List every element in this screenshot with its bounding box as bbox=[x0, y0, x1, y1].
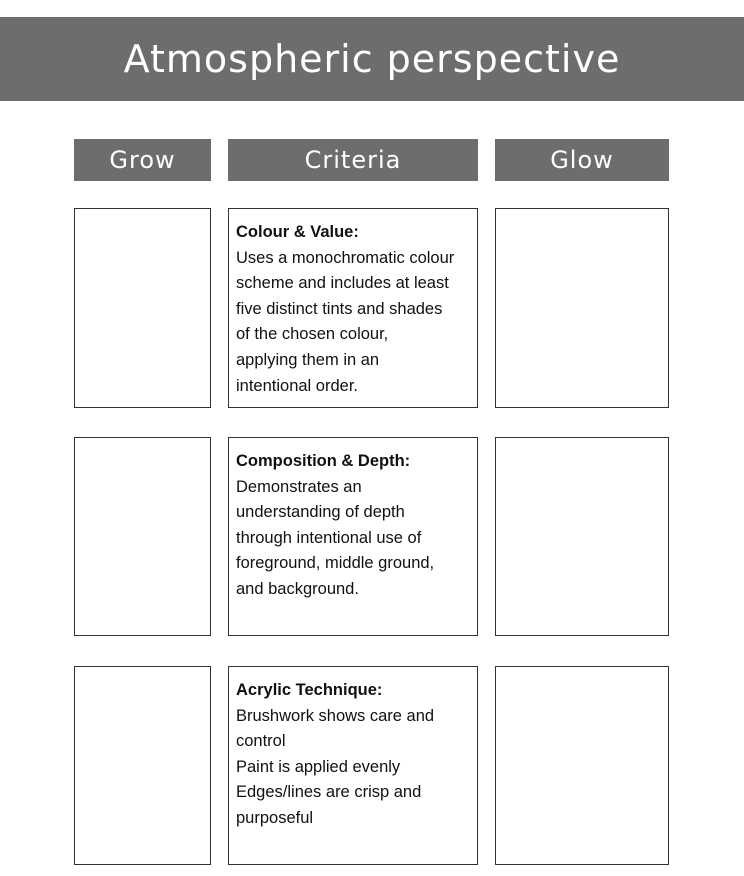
title-banner bbox=[0, 17, 744, 101]
glow-column-header: Glow bbox=[495, 139, 669, 181]
criteria-line: Paint is applied evenly bbox=[236, 757, 401, 776]
criteria-line: Demonstrates an bbox=[236, 477, 362, 496]
page-title: Atmospheric perspective bbox=[123, 37, 621, 81]
grow-box-acrylic-technique[interactable] bbox=[74, 666, 211, 865]
criteria-line: Edges/lines are crisp and bbox=[236, 783, 422, 802]
glow-box-composition-depth[interactable] bbox=[495, 437, 669, 636]
grow-box-colour-value[interactable] bbox=[74, 208, 211, 408]
criteria-line: of the chosen colour, bbox=[236, 325, 389, 344]
glow-box-acrylic-technique[interactable] bbox=[495, 666, 669, 865]
criteria-column-header: Criteria bbox=[228, 139, 478, 181]
criteria-line: through intentional use of bbox=[236, 528, 422, 547]
criteria-line: intentional order. bbox=[236, 376, 359, 395]
criteria-line: applying them in an bbox=[236, 350, 380, 369]
criteria-box-composition-depth bbox=[228, 437, 478, 636]
criteria-line: and background. bbox=[236, 579, 359, 598]
grow-column-header: Grow bbox=[74, 139, 211, 181]
criteria-box-colour-value bbox=[228, 208, 478, 408]
criteria-line: Brushwork shows care and bbox=[236, 706, 435, 725]
criteria-line: scheme and includes at least bbox=[236, 274, 449, 293]
glow-box-colour-value[interactable] bbox=[495, 208, 669, 408]
criteria-line: understanding of depth bbox=[236, 503, 405, 522]
criteria-line: purposeful bbox=[236, 808, 314, 827]
criteria-heading: Composition & Depth: bbox=[236, 452, 411, 470]
criteria-line: foreground, middle ground, bbox=[236, 554, 435, 573]
criteria-line: control bbox=[236, 732, 286, 751]
grow-box-composition-depth[interactable] bbox=[74, 437, 211, 636]
criteria-line: Uses a monochromatic colour bbox=[236, 248, 455, 267]
criteria-heading: Colour & Value: bbox=[236, 223, 359, 241]
criteria-heading: Acrylic Technique: bbox=[236, 681, 383, 699]
criteria-line: five distinct tints and shades bbox=[236, 299, 443, 318]
criteria-box-acrylic-technique bbox=[228, 666, 478, 865]
